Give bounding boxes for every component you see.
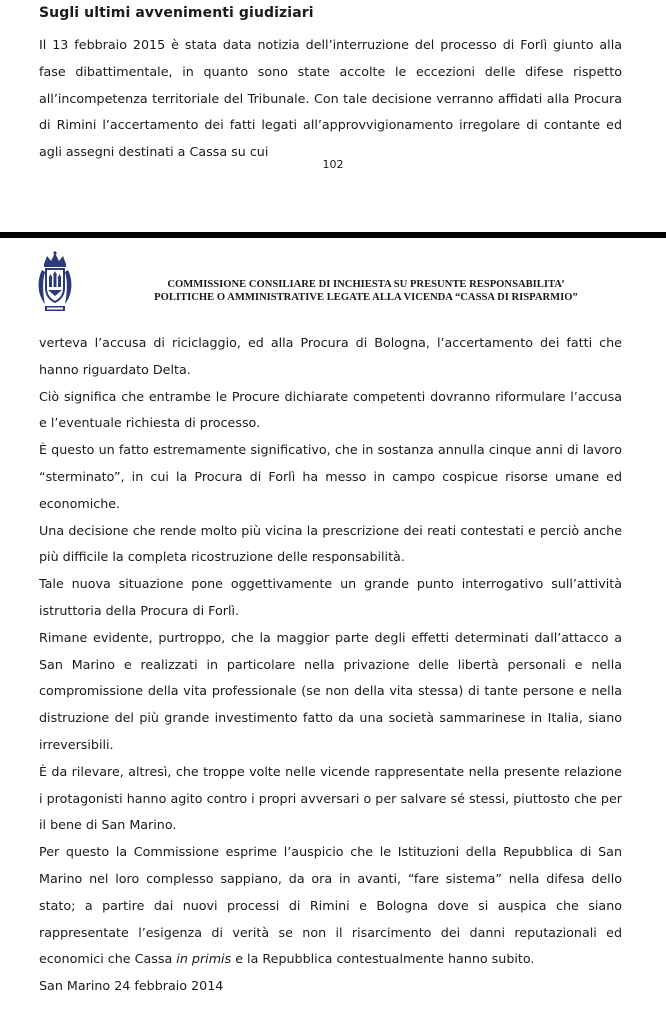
commission-title-line: COMMISSIONE CONSILIARE DI INCHIESTA SU PRESUNTE RESPONSABILITA’ [167, 279, 565, 290]
paragraph: verteva l’accusa di riciclaggio, ed alla Procura di Bologna, l’accertamento dei fatti che hanno riguardato Delta. [39, 335, 622, 377]
paragraph: Tale nuova situazione pone oggettivamente un grande punto interrogativo sull’attività istruttoria della Procura di Forlì. [39, 576, 622, 618]
paragraph: È da rilevare, altresì, che troppe volte nelle vicende rappresentate nella presente relazione i protagonisti hanno agito contro i propri avversari o per salvare sé stessi, piuttosto che per il bene di San Marino. [39, 763, 622, 833]
paragraph-text: e la Repubblica contestualmente hanno subito. [231, 951, 535, 967]
next-page [0, 238, 666, 1023]
paragraph: Una decisione che rende molto più vicina la prescrizione dei reati contestati e perciò anche più difficile la completa ricostruzione delle responsabilità. [39, 522, 622, 565]
italic-phrase: in primis [176, 951, 232, 967]
san-marino-crest-icon [36, 250, 74, 316]
section-heading: Sugli ultimi avvenimenti giudiziari [39, 5, 314, 21]
commission-title-line: POLITICHE O AMMINISTRATIVE LEGATE ALLA VICENDA “CASSA DI RISPARMIO” [154, 292, 578, 303]
previous-page-fragment [0, 0, 666, 205]
place-and-date: San Marino 24 febbraio 2014 [39, 978, 224, 993]
page-number: 102 [322, 158, 344, 171]
commission-title [106, 278, 626, 304]
paragraph: Rimane evidente, purtroppo, che la maggior parte degli effetti determinati dall’attacco a San Marino e realizzati in particolare nella privazione delle libertà personali e nella compromissione della vita professionale (se non della vita stessa) di tante persone e nella distruzione del più grande investimento fatto da una società sammarinese in Italia, siano irreversibili. [39, 629, 622, 752]
paragraph: Ciò significa che entrambe le Procure dichiarate competenti dovranno riformulare l’accusa e l’eventuale richiesta di processo. [39, 388, 622, 431]
paragraph: È questo un fatto estremamente significativo, che in sostanza annulla cinque anni di lavoro “sterminato”, in cui la Procura di Forlì ha messo in campo cospicue risorse umane ed economiche. [39, 442, 622, 511]
page-gap [0, 205, 666, 233]
body-text [39, 330, 622, 973]
paragraph-text: Per questo la Commissione esprime l’auspicio che le Istituzioni della Repubblica di San Marino nel loro complesso sappiano, da ora in avanti, “fare sistema” nella difesa dello stato; a partire dai nuovi processi di Rimini e Bologna dove si auspica che siano rappresentate l’esigenza di verità se non il risarcimento dei danni reputazionali ed economici che Cassa [39, 844, 622, 967]
paragraph: Il 13 febbraio 2015 è stata data notizia dell’interruzione del processo di Forlì giunto alla fase dibattimentale, in quanto sono state accolte le eccezioni delle difese rispetto all’incompetenza territoriale del Tribunale. Con tale decisione verranno affidati alla Procura di Rimini l’accertamento dei fatti legati all’approvvigionamento irregolare di contante ed agli assegni destinati a Cassa su cui [39, 37, 622, 160]
paragraph [39, 839, 622, 973]
